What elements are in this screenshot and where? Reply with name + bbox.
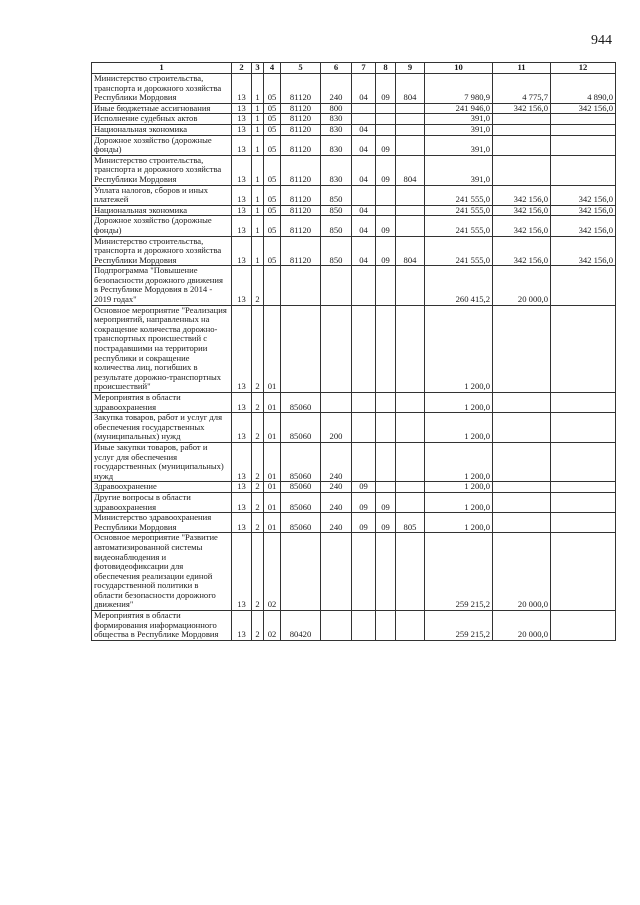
cell-col-10: 1 200,0 xyxy=(425,513,493,533)
cell-col-10: 259 215,2 xyxy=(425,611,493,641)
cell-col-10: 391,0 xyxy=(425,124,493,135)
cell-col-7 xyxy=(352,393,376,413)
cell-col-5: 85060 xyxy=(281,482,321,493)
table-row xyxy=(92,114,616,125)
cell-col-7: 04 xyxy=(352,155,376,185)
cell-col-3: 2 xyxy=(252,492,264,512)
cell-col-8 xyxy=(376,185,396,205)
cell-col-6: 200 xyxy=(321,413,352,443)
cell-col-11 xyxy=(493,413,551,443)
cell-col-6 xyxy=(321,533,352,611)
table-row xyxy=(92,155,616,185)
cell-row-name: Национальная экономика xyxy=(92,205,232,216)
cell-col-9 xyxy=(396,413,425,443)
cell-col-7 xyxy=(352,103,376,114)
cell-col-7: 09 xyxy=(352,492,376,512)
cell-col-3: 2 xyxy=(252,442,264,481)
cell-col-11: 342 156,0 xyxy=(493,185,551,205)
cell-col-2: 13 xyxy=(232,482,252,493)
cell-col-8 xyxy=(376,205,396,216)
cell-col-7 xyxy=(352,305,376,392)
cell-col-9 xyxy=(396,533,425,611)
cell-col-10: 391,0 xyxy=(425,155,493,185)
cell-col-8 xyxy=(376,413,396,443)
cell-col-4: 05 xyxy=(264,236,281,266)
cell-col-10: 1 200,0 xyxy=(425,413,493,443)
cell-col-6: 850 xyxy=(321,216,352,236)
table-row xyxy=(92,236,616,266)
cell-row-name: Министерство строительства, транспорта и дорожного хозяйства Республики Мордовия xyxy=(92,74,232,104)
cell-col-11: 20 000,0 xyxy=(493,266,551,305)
cell-col-12: 342 156,0 xyxy=(551,103,616,114)
table-row xyxy=(92,103,616,114)
cell-col-11: 342 156,0 xyxy=(493,103,551,114)
column-header-2: 2 xyxy=(232,63,252,74)
cell-col-9 xyxy=(396,205,425,216)
cell-col-4: 05 xyxy=(264,185,281,205)
cell-col-6: 830 xyxy=(321,124,352,135)
cell-col-9 xyxy=(396,124,425,135)
cell-col-11 xyxy=(493,305,551,392)
cell-col-2: 13 xyxy=(232,236,252,266)
table-row xyxy=(92,305,616,392)
cell-col-2: 13 xyxy=(232,124,252,135)
cell-col-10: 1 200,0 xyxy=(425,393,493,413)
cell-col-3: 1 xyxy=(252,103,264,114)
cell-col-8 xyxy=(376,305,396,392)
cell-col-8 xyxy=(376,266,396,305)
table-row xyxy=(92,513,616,533)
column-header-11: 11 xyxy=(493,63,551,74)
cell-col-11 xyxy=(493,492,551,512)
page-number: 944 xyxy=(591,33,612,48)
column-header-6: 6 xyxy=(321,63,352,74)
cell-row-name: Мероприятия в области формирования информационного общества в Республике Мордовия xyxy=(92,611,232,641)
cell-col-10: 391,0 xyxy=(425,114,493,125)
cell-row-name: Уплата налогов, сборов и иных платежей xyxy=(92,185,232,205)
cell-col-4: 01 xyxy=(264,513,281,533)
cell-col-10: 241 946,0 xyxy=(425,103,493,114)
cell-col-8 xyxy=(376,533,396,611)
cell-col-8: 09 xyxy=(376,216,396,236)
cell-col-10: 241 555,0 xyxy=(425,185,493,205)
cell-col-12 xyxy=(551,492,616,512)
cell-col-12: 342 156,0 xyxy=(551,216,616,236)
cell-col-12 xyxy=(551,114,616,125)
table-row xyxy=(92,266,616,305)
cell-col-9 xyxy=(396,216,425,236)
cell-col-4: 05 xyxy=(264,74,281,104)
cell-col-3: 1 xyxy=(252,205,264,216)
cell-col-10: 1 200,0 xyxy=(425,442,493,481)
cell-col-6: 830 xyxy=(321,135,352,155)
cell-row-name: Министерство строительства, транспорта и дорожного хозяйства Республики Мордовия xyxy=(92,236,232,266)
cell-col-10: 391,0 xyxy=(425,135,493,155)
cell-col-8 xyxy=(376,442,396,481)
cell-col-8: 09 xyxy=(376,135,396,155)
cell-col-9 xyxy=(396,266,425,305)
cell-col-11: 342 156,0 xyxy=(493,216,551,236)
cell-col-3: 2 xyxy=(252,611,264,641)
cell-col-2: 13 xyxy=(232,393,252,413)
cell-col-9 xyxy=(396,305,425,392)
cell-col-3: 1 xyxy=(252,185,264,205)
cell-col-9 xyxy=(396,442,425,481)
cell-col-5: 81120 xyxy=(281,205,321,216)
cell-col-6 xyxy=(321,393,352,413)
cell-row-name: Подпрограмма "Повышение безопасности дорожного движения в Республике Мордовия в 2014 - 2019 годах" xyxy=(92,266,232,305)
cell-col-5: 81120 xyxy=(281,155,321,185)
cell-col-12 xyxy=(551,393,616,413)
cell-col-9 xyxy=(396,185,425,205)
table-row xyxy=(92,393,616,413)
cell-col-5: 81120 xyxy=(281,103,321,114)
cell-col-10: 241 555,0 xyxy=(425,216,493,236)
cell-row-name: Дорожное хозяйство (дорожные фонды) xyxy=(92,216,232,236)
table-row xyxy=(92,216,616,236)
cell-col-11 xyxy=(493,124,551,135)
table-row xyxy=(92,482,616,493)
cell-col-4 xyxy=(264,266,281,305)
cell-col-12 xyxy=(551,124,616,135)
cell-col-3: 1 xyxy=(252,216,264,236)
cell-row-name: Здравоохранение xyxy=(92,482,232,493)
cell-col-6: 800 xyxy=(321,103,352,114)
cell-col-4: 02 xyxy=(264,611,281,641)
cell-col-5: 81120 xyxy=(281,114,321,125)
cell-col-5: 81120 xyxy=(281,185,321,205)
cell-col-10: 1 200,0 xyxy=(425,305,493,392)
cell-col-12: 342 156,0 xyxy=(551,236,616,266)
cell-col-5: 81120 xyxy=(281,216,321,236)
cell-col-2: 13 xyxy=(232,74,252,104)
cell-col-2: 13 xyxy=(232,513,252,533)
cell-col-7: 09 xyxy=(352,482,376,493)
cell-col-8 xyxy=(376,482,396,493)
cell-col-5: 81120 xyxy=(281,236,321,266)
cell-col-9: 804 xyxy=(396,74,425,104)
cell-col-4: 05 xyxy=(264,114,281,125)
cell-col-3: 1 xyxy=(252,155,264,185)
cell-col-6: 850 xyxy=(321,185,352,205)
cell-col-6 xyxy=(321,266,352,305)
cell-col-8: 09 xyxy=(376,74,396,104)
cell-col-6: 830 xyxy=(321,114,352,125)
cell-col-5: 85060 xyxy=(281,393,321,413)
cell-col-9 xyxy=(396,114,425,125)
cell-col-11: 20 000,0 xyxy=(493,611,551,641)
cell-col-7: 04 xyxy=(352,124,376,135)
cell-col-8 xyxy=(376,124,396,135)
cell-col-5: 81120 xyxy=(281,135,321,155)
table-row xyxy=(92,413,616,443)
cell-col-3: 1 xyxy=(252,135,264,155)
cell-col-4: 05 xyxy=(264,124,281,135)
cell-col-4: 01 xyxy=(264,482,281,493)
cell-col-4: 01 xyxy=(264,413,281,443)
column-header-7: 7 xyxy=(352,63,376,74)
cell-col-5 xyxy=(281,266,321,305)
cell-row-name: Министерство строительства, транспорта и дорожного хозяйства Республики Мордовия xyxy=(92,155,232,185)
cell-col-9 xyxy=(396,103,425,114)
cell-col-10: 241 555,0 xyxy=(425,236,493,266)
cell-col-9: 804 xyxy=(396,236,425,266)
cell-col-2: 13 xyxy=(232,103,252,114)
cell-col-5: 85060 xyxy=(281,413,321,443)
cell-col-2: 13 xyxy=(232,155,252,185)
cell-col-12: 4 890,0 xyxy=(551,74,616,104)
cell-col-7: 04 xyxy=(352,216,376,236)
cell-col-7 xyxy=(352,611,376,641)
column-header-8: 8 xyxy=(376,63,396,74)
column-header-9: 9 xyxy=(396,63,425,74)
table-row xyxy=(92,492,616,512)
cell-col-2: 13 xyxy=(232,442,252,481)
cell-col-4: 05 xyxy=(264,135,281,155)
cell-col-12 xyxy=(551,611,616,641)
cell-col-5: 81120 xyxy=(281,124,321,135)
column-header-12: 12 xyxy=(551,63,616,74)
cell-col-11 xyxy=(493,513,551,533)
cell-row-name: Закупка товаров, работ и услуг для обеспечения государственных (муниципальных) нужд xyxy=(92,413,232,443)
cell-col-11: 20 000,0 xyxy=(493,533,551,611)
cell-col-7: 04 xyxy=(352,205,376,216)
cell-col-12 xyxy=(551,442,616,481)
cell-col-12 xyxy=(551,135,616,155)
cell-col-2: 13 xyxy=(232,216,252,236)
cell-col-12 xyxy=(551,266,616,305)
cell-col-9: 805 xyxy=(396,513,425,533)
cell-col-3: 2 xyxy=(252,482,264,493)
cell-row-name: Основное мероприятие "Развитие автоматизированной системы видеонаблюдения и фотовидеофиксации для обеспечения реализации единой государственной политики в области безопасности дорожного движения" xyxy=(92,533,232,611)
cell-col-8: 09 xyxy=(376,236,396,266)
cell-col-4: 01 xyxy=(264,393,281,413)
cell-col-4: 05 xyxy=(264,103,281,114)
cell-col-6 xyxy=(321,305,352,392)
cell-col-8: 09 xyxy=(376,492,396,512)
cell-col-6: 830 xyxy=(321,155,352,185)
cell-col-10: 259 215,2 xyxy=(425,533,493,611)
cell-col-5: 80420 xyxy=(281,611,321,641)
cell-col-7 xyxy=(352,185,376,205)
column-header-4: 4 xyxy=(264,63,281,74)
column-header-10: 10 xyxy=(425,63,493,74)
cell-col-3: 1 xyxy=(252,114,264,125)
cell-row-name: Дорожное хозяйство (дорожные фонды) xyxy=(92,135,232,155)
cell-col-7: 04 xyxy=(352,74,376,104)
table-header xyxy=(92,63,616,74)
cell-col-12: 342 156,0 xyxy=(551,185,616,205)
cell-col-6: 240 xyxy=(321,74,352,104)
cell-col-8 xyxy=(376,393,396,413)
cell-col-5: 81120 xyxy=(281,74,321,104)
cell-row-name: Министерство здравоохранения Республики Мордовия xyxy=(92,513,232,533)
cell-col-2: 13 xyxy=(232,533,252,611)
cell-col-4: 02 xyxy=(264,533,281,611)
cell-col-3: 2 xyxy=(252,393,264,413)
column-header-1: 1 xyxy=(92,63,232,74)
cell-col-4: 05 xyxy=(264,155,281,185)
table-body xyxy=(92,74,616,641)
cell-col-7: 09 xyxy=(352,513,376,533)
cell-row-name: Основное мероприятие "Реализация мероприятий, направленных на сокращение количества дорожно-транспортных происшествий с пострадавшими на территории республики и сокращение количества лиц, погибших в результате дорожно-транспортных происшествий" xyxy=(92,305,232,392)
cell-col-3: 1 xyxy=(252,236,264,266)
cell-col-3: 1 xyxy=(252,124,264,135)
cell-col-4: 05 xyxy=(264,205,281,216)
header-row xyxy=(92,63,616,74)
cell-row-name: Мероприятия в области здравоохранения xyxy=(92,393,232,413)
cell-col-2: 13 xyxy=(232,114,252,125)
cell-col-3: 2 xyxy=(252,413,264,443)
cell-col-9 xyxy=(396,135,425,155)
cell-col-6: 850 xyxy=(321,205,352,216)
cell-col-10: 7 980,9 xyxy=(425,74,493,104)
table-row xyxy=(92,442,616,481)
cell-col-3: 1 xyxy=(252,74,264,104)
cell-col-4: 01 xyxy=(264,442,281,481)
cell-col-10: 241 555,0 xyxy=(425,205,493,216)
cell-col-3: 2 xyxy=(252,533,264,611)
cell-col-2: 13 xyxy=(232,305,252,392)
cell-col-4: 01 xyxy=(264,305,281,392)
cell-col-8: 09 xyxy=(376,513,396,533)
cell-col-8 xyxy=(376,611,396,641)
cell-col-3: 2 xyxy=(252,513,264,533)
cell-col-4: 01 xyxy=(264,492,281,512)
column-header-3: 3 xyxy=(252,63,264,74)
cell-row-name: Национальная экономика xyxy=(92,124,232,135)
cell-col-11: 342 156,0 xyxy=(493,205,551,216)
table-row xyxy=(92,135,616,155)
cell-col-12 xyxy=(551,155,616,185)
cell-col-2: 13 xyxy=(232,611,252,641)
table-row xyxy=(92,205,616,216)
cell-col-2: 13 xyxy=(232,413,252,443)
table-row xyxy=(92,74,616,104)
cell-col-6: 240 xyxy=(321,442,352,481)
cell-col-7: 04 xyxy=(352,135,376,155)
cell-col-10: 1 200,0 xyxy=(425,482,493,493)
cell-col-12 xyxy=(551,413,616,443)
cell-row-name: Иные закупки товаров, работ и услуг для обеспечения государственных (муниципальных) нужд xyxy=(92,442,232,481)
cell-col-8 xyxy=(376,103,396,114)
cell-col-6: 850 xyxy=(321,236,352,266)
table-row xyxy=(92,185,616,205)
cell-col-2: 13 xyxy=(232,492,252,512)
cell-col-9 xyxy=(396,482,425,493)
cell-col-5 xyxy=(281,533,321,611)
cell-row-name: Другие вопросы в области здравоохранения xyxy=(92,492,232,512)
cell-col-8: 09 xyxy=(376,155,396,185)
cell-col-10: 1 200,0 xyxy=(425,492,493,512)
cell-col-8 xyxy=(376,114,396,125)
cell-col-11 xyxy=(493,442,551,481)
cell-col-6: 240 xyxy=(321,492,352,512)
cell-col-11 xyxy=(493,114,551,125)
cell-col-9 xyxy=(396,611,425,641)
cell-col-6 xyxy=(321,611,352,641)
cell-col-10: 260 415,2 xyxy=(425,266,493,305)
cell-col-12: 342 156,0 xyxy=(551,205,616,216)
cell-col-5: 85060 xyxy=(281,442,321,481)
table-row xyxy=(92,124,616,135)
column-header-5: 5 xyxy=(281,63,321,74)
cell-col-7: 04 xyxy=(352,236,376,266)
table-row xyxy=(92,533,616,611)
cell-col-11 xyxy=(493,393,551,413)
cell-col-6: 240 xyxy=(321,482,352,493)
cell-col-3: 2 xyxy=(252,305,264,392)
cell-col-7 xyxy=(352,413,376,443)
cell-col-2: 13 xyxy=(232,185,252,205)
table-row xyxy=(92,611,616,641)
cell-col-12 xyxy=(551,513,616,533)
cell-col-4: 05 xyxy=(264,216,281,236)
cell-col-7 xyxy=(352,442,376,481)
cell-col-9 xyxy=(396,492,425,512)
cell-col-5: 85060 xyxy=(281,492,321,512)
cell-col-9 xyxy=(396,393,425,413)
cell-col-2: 13 xyxy=(232,205,252,216)
cell-col-5: 85060 xyxy=(281,513,321,533)
cell-col-11 xyxy=(493,135,551,155)
budget-table xyxy=(91,62,616,641)
cell-col-7 xyxy=(352,114,376,125)
cell-col-11: 4 775,7 xyxy=(493,74,551,104)
cell-col-2: 13 xyxy=(232,135,252,155)
cell-col-5 xyxy=(281,305,321,392)
cell-col-3: 2 xyxy=(252,266,264,305)
cell-col-11 xyxy=(493,155,551,185)
cell-col-7 xyxy=(352,266,376,305)
cell-col-11 xyxy=(493,482,551,493)
cell-col-12 xyxy=(551,533,616,611)
cell-col-6: 240 xyxy=(321,513,352,533)
cell-col-12 xyxy=(551,482,616,493)
cell-col-7 xyxy=(352,533,376,611)
cell-col-2: 13 xyxy=(232,266,252,305)
cell-row-name: Исполнение судебных актов xyxy=(92,114,232,125)
cell-row-name: Иные бюджетные ассигнования xyxy=(92,103,232,114)
cell-col-11: 342 156,0 xyxy=(493,236,551,266)
cell-col-12 xyxy=(551,305,616,392)
cell-col-9: 804 xyxy=(396,155,425,185)
